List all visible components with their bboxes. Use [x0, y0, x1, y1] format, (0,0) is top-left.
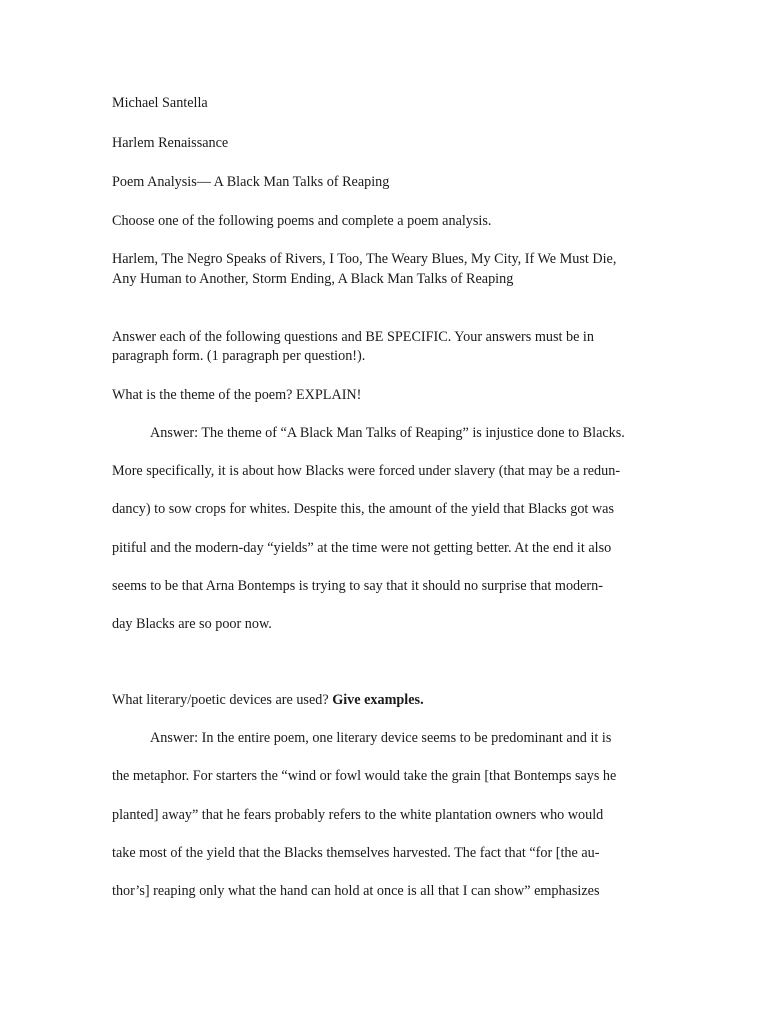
instruction-choose: Choose one of the following poems and complete a poem analysis. — [112, 213, 492, 229]
question-1-prompt: What is the theme of the poem? EXPLAIN! — [112, 387, 362, 403]
question-1-answer-line: seems to be that Arna Bontemps is trying to say that it should no surprise that modern- — [112, 578, 603, 594]
question-2-prompt-text: What literary/poetic devices are used? — [112, 692, 329, 708]
poem-list-line-1: Harlem, The Negro Speaks of Rivers, I Too, The Weary Blues, My City, If We Must Die, — [112, 251, 617, 267]
question-1-answer-line: day Blacks are so poor now. — [112, 616, 272, 632]
question-1-answer-line: dancy) to sow crops for whites. Despite this, the amount of the yield that Blacks got was — [112, 501, 614, 517]
instruction-answer-line-2: paragraph form. (1 paragraph per question!). — [112, 348, 366, 364]
author-name: Michael Santella — [112, 95, 208, 111]
course-name: Harlem Renaissance — [112, 135, 229, 151]
question-2-answer-line: the metaphor. For starters the “wind or fowl would take the grain [that Bontemps says he — [112, 768, 617, 784]
question-2-prompt-emphasis: Give examples. — [332, 692, 424, 708]
question-2-answer-line: thor’s] reaping only what the hand can hold at once is all that I can show” emphasizes — [112, 883, 600, 899]
poem-list-line-2: Any Human to Another, Storm Ending, A Black Man Talks of Reaping — [112, 271, 514, 287]
assignment-title: Poem Analysis— A Black Man Talks of Reaping — [112, 174, 390, 190]
question-2-answer-line: take most of the yield that the Blacks themselves harvested. The fact that “for [the au- — [112, 845, 600, 861]
instruction-answer-line-1: Answer each of the following questions and BE SPECIFIC. Your answers must be in — [112, 329, 594, 345]
question-1-answer-line: pitiful and the modern-day “yields” at the time were not getting better. At the end it also — [112, 540, 612, 556]
question-2-prompt — [112, 691, 424, 710]
question-2-answer-line: Answer: In the entire poem, one literary device seems to be predominant and it is — [150, 730, 612, 746]
question-2-answer-line: planted] away” that he fears probably refers to the white plantation owners who would — [112, 807, 604, 823]
question-1-answer-line: More specifically, it is about how Blacks were forced under slavery (that may be a redun- — [112, 463, 621, 479]
question-1-answer-line: Answer: The theme of “A Black Man Talks of Reaping” is injustice done to Blacks. — [150, 425, 625, 441]
